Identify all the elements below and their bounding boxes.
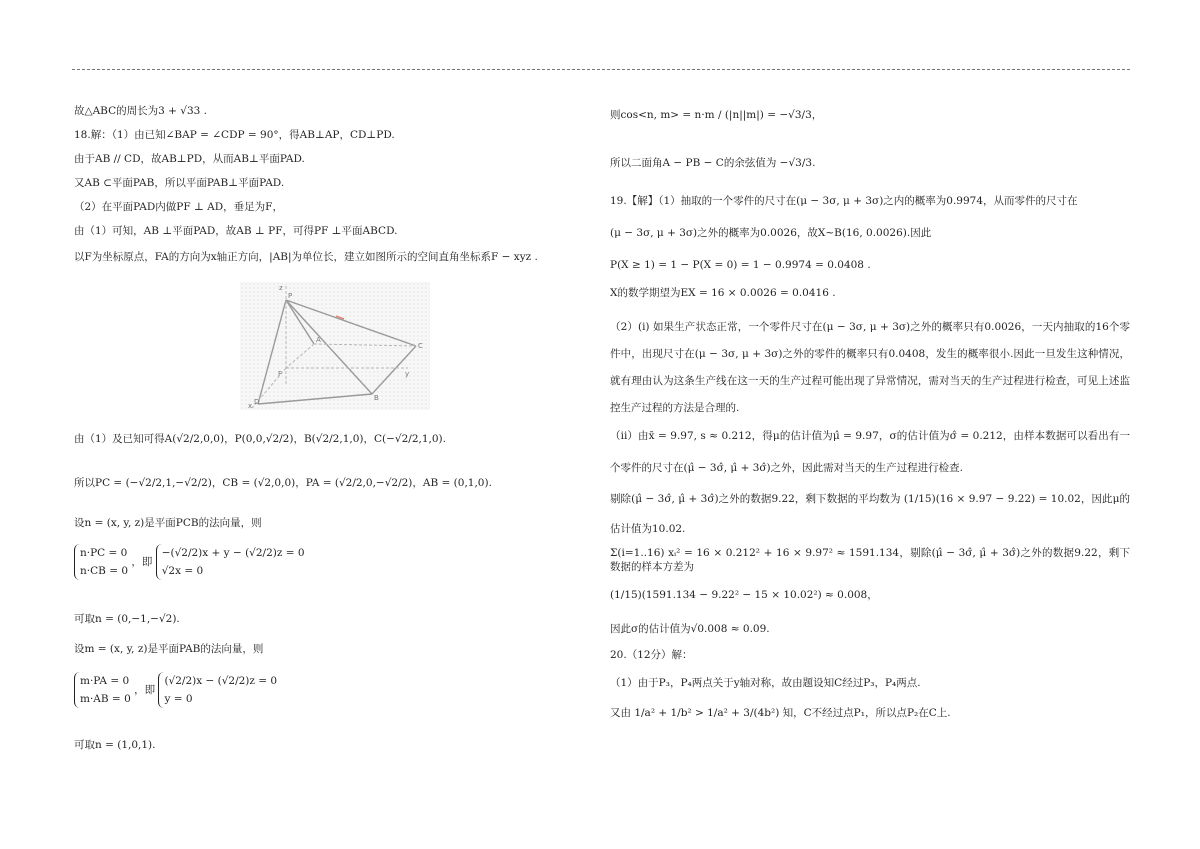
equation-line: m·PA = 0	[80, 675, 130, 687]
label-P: P	[288, 292, 293, 300]
text-line: 由（1）及已知可得A(√2/2,0,0)，P(0,0,√2/2)，B(√2/2,1,0)，C(−√2/2,1,0).	[74, 433, 446, 445]
header-rule	[72, 69, 1130, 70]
equation-line: n·CB = 0	[80, 565, 129, 577]
text-line: 因此σ的估计值为√0.008 ≈ 0.09.	[610, 623, 770, 635]
equation-line: −(√2/2)x + y − (√2/2)z = 0	[161, 547, 305, 559]
equation-line: √2x = 0	[161, 565, 204, 577]
text-line: 所以PC = (−√2/2,1,−√2/2)，CB = (√2,0,0)，PA = (√2/2,0,−√2/2)，AB = (0,1,0).	[74, 477, 492, 489]
label-F: F	[278, 370, 283, 378]
text-line: 故△ABC的周长为3 + √33 .	[74, 105, 207, 117]
label-x: x	[248, 402, 253, 410]
text-paragraph: 剔除(μ̂ − 3σ̂, μ̂ + 3σ̂)之外的数据9.22，剩下数据的平均数为 (1/15)(16 × 9.97 − 9.22) = 10.02，因此μ的估计值为10.02.	[610, 493, 1130, 535]
text-line: （2）在平面PAD内做PF ⊥ AD，垂足为F，	[74, 201, 283, 213]
text-paragraph: （2）(i) 如果生产状态正常，一个零件尺寸在(μ − 3σ, μ + 3σ)之外的概率只有0.0026，一天内抽取的16个零件中，出现尺寸在(μ − 3σ, μ + 3σ)之外的零件的概率只有0.0408，发生的概率很小.因此一旦发生这种情况，就有理由认为这条生产线在这一天的生产过程可能出现了异常情况，需对当天的生产过程进行检查，可见上述监控生产过程的方法是合理的.	[610, 321, 1130, 414]
text-paragraph: （ii）由x̄ = 9.97, s ≈ 0.212，得μ的估计值为μ̂ = 9.97，σ的估计值为σ̂ = 0.212，由样本数据可以看出有一个零件的尺寸在(μ̂ − 3σ̂, μ̂ + 3σ̂)之外，因此需对当天的生产过程进行检查.	[610, 430, 1130, 474]
text-line: 可取n = (1,0,1).	[74, 739, 156, 751]
edge-AC	[314, 344, 416, 346]
text-line: (1/15)(1591.134 − 9.22² − 15 × 10.02²) ≈ 0.008，	[610, 589, 878, 601]
edge-PB	[286, 300, 372, 394]
edge-BC	[372, 346, 416, 394]
geometry-figure	[240, 282, 430, 410]
text-line: 18.解：（1）由已知∠BAP = ∠CDP = 90°，得AB⊥AP，CD⊥PD.	[74, 129, 395, 141]
edge-PA	[286, 300, 314, 344]
label-z: z	[279, 284, 283, 292]
equation-system-1	[74, 544, 305, 580]
text-line: 所以二面角A − PB − C的余弦值为 −√3/3.	[610, 157, 816, 169]
text-line: 设m = (x, y, z)是平面PAB的法向量，则	[74, 643, 264, 655]
edge-PC	[286, 300, 416, 346]
text-line: (μ − 3σ, μ + 3σ)之外的概率为0.0026，故X~B(16, 0.0026).因此	[610, 227, 932, 239]
label-D: D	[254, 398, 260, 406]
equation-line: y = 0	[164, 693, 193, 705]
text-line: 则cos<n, m> = n·m / (|n||m|) = −√3/3，	[610, 109, 823, 121]
label-B: B	[374, 394, 379, 402]
text-line: 由于AB // CD，故AB⊥PD，从而AB⊥平面PAD.	[74, 153, 305, 165]
text-paragraph: Σ(i=1..16) xᵢ² = 16 × 0.212² + 16 × 9.97² ≈ 1591.134，剔除(μ̂ − 3σ̂, μ̂ + 3σ̂)之外的数据9.22，剩下数据的样本方差为	[610, 547, 1130, 573]
text-line: P(X ≥ 1) = 1 − P(X = 0) = 1 − 0.9974 = 0.0408 .	[610, 259, 871, 271]
equation-system-2	[74, 672, 277, 708]
pyramid-diagram	[240, 282, 430, 410]
label-C: C	[418, 342, 423, 350]
text-line: 又由 1/a² + 1/b² > 1/a² + 3/(4b²) 知，C不经过点P₁，所以点P₂在C上.	[610, 707, 951, 719]
equation-connector: ，即	[131, 556, 153, 568]
equation-line: m·AB = 0	[80, 693, 131, 705]
label-y: y	[405, 370, 410, 378]
equation-connector: ，即	[134, 684, 156, 696]
text-line: （1）由于P₃，P₄两点关于y轴对称，故由题设知C经过P₃，P₄两点.	[610, 677, 921, 689]
brace	[74, 672, 131, 708]
text-line: 又AB ⊂平面PAB，所以平面PAB⊥平面PAD.	[74, 177, 285, 189]
brace	[158, 672, 277, 708]
text-line: 19.【解】（1）抽取的一个零件的尺寸在(μ − 3σ, μ + 3σ)之内的概率为0.9974，从而零件的尺寸在	[610, 195, 1078, 207]
brace	[156, 544, 305, 580]
label-A: A	[316, 336, 321, 344]
text-line: 设n = (x, y, z)是平面PCB的法向量，则	[74, 517, 262, 529]
text-line: 由（1）可知，AB ⊥平面PAD，故AB ⊥ PF，可得PF ⊥平面ABCD.	[74, 225, 398, 237]
brace	[74, 544, 128, 580]
edge-PD	[258, 300, 286, 404]
text-line: X的数学期望为EX = 16 × 0.0026 = 0.0416 .	[610, 287, 836, 299]
text-line: 20.（12分）解：	[610, 649, 693, 661]
edge-AF	[286, 344, 314, 368]
equation-line: n·PC = 0	[80, 547, 128, 559]
text-line: 以F为坐标原点，FA的方向为x轴正方向，|AB|为单位长，建立如图所示的空间直角坐标系F − xyz .	[74, 251, 538, 263]
equation-line: (√2/2)x − (√2/2)z = 0	[164, 675, 278, 687]
text-line: 可取n = (0,−1,−√2).	[74, 613, 180, 625]
edge-DB	[258, 394, 372, 404]
